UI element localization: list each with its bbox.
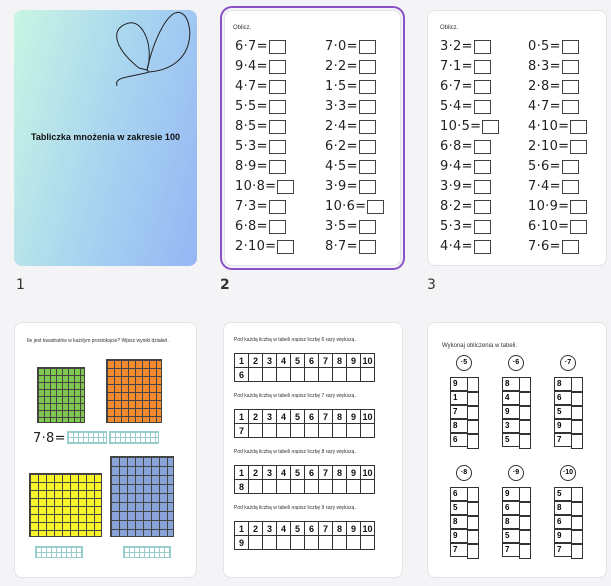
answer-box[interactable]	[474, 80, 491, 94]
operator-circle: ·8	[456, 465, 472, 481]
table-header-cell: 8	[333, 466, 347, 480]
equation: 10·8=	[235, 179, 294, 194]
table-answer-cell[interactable]	[263, 368, 277, 382]
answer-box[interactable]	[570, 220, 587, 234]
page-thumbnail-6[interactable]	[427, 322, 607, 578]
table-answer-cell[interactable]	[319, 424, 333, 438]
calc-cell: 5	[554, 405, 572, 419]
table-header-cell: 5	[291, 410, 305, 424]
table-answer-cell[interactable]	[249, 368, 263, 382]
equation: 5·5=	[235, 99, 286, 114]
equation: 2·2=	[325, 59, 376, 74]
table-header-cell: 6	[305, 522, 319, 536]
answer-box[interactable]	[474, 220, 491, 234]
table-answer-cell[interactable]	[277, 368, 291, 382]
equation: 3·9=	[325, 179, 376, 194]
table-instruction: Pod każdą liczbą w tabeli napisz liczbę 8 razy większą.	[234, 449, 356, 455]
table-answer-cell[interactable]	[319, 368, 333, 382]
answer-box[interactable]	[367, 200, 384, 214]
table-answer-cell[interactable]	[249, 536, 263, 550]
equation: 4·7=	[235, 79, 286, 94]
table-header-cell: 1	[235, 354, 249, 368]
answer-box[interactable]	[570, 200, 587, 214]
table-header-cell: 9	[347, 522, 361, 536]
table-answer-cell: 8	[235, 480, 249, 494]
answer-box[interactable]	[562, 40, 579, 54]
table-answer-cell[interactable]	[305, 424, 319, 438]
table-header-cell: 3	[263, 522, 277, 536]
equation: 10·6=	[325, 199, 384, 214]
equation: 5·3=	[235, 139, 286, 154]
answer-box[interactable]	[359, 100, 376, 114]
answer-box[interactable]	[269, 140, 286, 154]
table-answer-cell: 7	[235, 424, 249, 438]
table-answer-cell[interactable]	[277, 480, 291, 494]
equation: 5·4=	[440, 99, 491, 114]
calc-cell: 8	[450, 515, 468, 529]
table-header-cell: 4	[277, 466, 291, 480]
answer-box[interactable]	[269, 220, 286, 234]
calc-column	[450, 465, 472, 557]
equation: 6·10=	[528, 219, 587, 234]
table-answer-cell[interactable]	[333, 536, 347, 550]
table-answer-cell: 6	[235, 368, 249, 382]
page-thumbnail-5[interactable]	[223, 322, 403, 578]
table-answer-cell[interactable]	[361, 424, 375, 438]
calc-cell: 9	[554, 529, 572, 543]
equation: 0·5=	[528, 39, 579, 54]
table-header-cell: 4	[277, 354, 291, 368]
table-header-cell: 8	[333, 522, 347, 536]
table-header-cell: 4	[277, 410, 291, 424]
table-header-cell: 8	[333, 410, 347, 424]
answer-box[interactable]	[269, 200, 286, 214]
page-number-1: 1	[16, 277, 25, 293]
answer-box[interactable]	[359, 240, 376, 254]
table-answer-cell[interactable]	[263, 424, 277, 438]
table-answer-cell[interactable]	[361, 480, 375, 494]
table-answer-cell[interactable]	[277, 424, 291, 438]
calc-cell: 5	[502, 433, 520, 447]
table-instruction: Pod każdą liczbą w tabeli napisz liczbę 7 razy większą.	[234, 393, 356, 399]
equation: 3·5=	[325, 219, 376, 234]
table-answer-cell[interactable]	[319, 536, 333, 550]
equation: 2·4=	[325, 119, 376, 134]
table-answer-cell[interactable]	[291, 480, 305, 494]
answer-box[interactable]	[359, 140, 376, 154]
answer-box[interactable]	[562, 60, 579, 74]
equation: 8·3=	[528, 59, 579, 74]
equation: 3·9=	[440, 179, 491, 194]
answer-box[interactable]	[269, 120, 286, 134]
equation: 6·8=	[440, 139, 491, 154]
calc-cell: 9	[450, 529, 468, 543]
calc-cell: 8	[502, 515, 520, 529]
calc-cell: 8	[450, 419, 468, 433]
answer-box[interactable]	[474, 240, 491, 254]
answer-box[interactable]	[269, 80, 286, 94]
table-answer-cell[interactable]	[263, 536, 277, 550]
equation: 4·7=	[528, 99, 579, 114]
calc-cell: 7	[502, 543, 520, 557]
table-header-cell: 10	[362, 355, 373, 366]
calc-cell: 8	[554, 377, 572, 391]
answer-box[interactable]	[562, 100, 579, 114]
calc-cell: 6	[554, 515, 572, 529]
page-thumbnail-2[interactable]	[224, 10, 401, 266]
calc-cell: 5	[554, 487, 572, 501]
equation: 4·4=	[440, 239, 491, 254]
calc-cell: 6	[502, 501, 520, 515]
equation: 8·2=	[440, 199, 491, 214]
answer-grid	[123, 546, 171, 558]
blue-rectangle	[110, 456, 174, 537]
answer-box[interactable]	[570, 120, 587, 134]
answer-box[interactable]	[269, 160, 286, 174]
table-header-cell: 7	[319, 522, 333, 536]
calc-column	[450, 355, 472, 447]
table-header-cell: 9	[347, 466, 361, 480]
answer-box[interactable]	[474, 160, 491, 174]
calc-column	[502, 465, 524, 557]
operator-circle: ·5	[456, 355, 472, 371]
table-header-cell: 8	[333, 354, 347, 368]
calc-cell: 7	[554, 433, 572, 447]
exercise-heading: Oblicz.	[233, 25, 252, 31]
answer-box[interactable]	[482, 120, 499, 134]
calc-cell: 8	[554, 501, 572, 515]
equation: 6·7=	[235, 39, 286, 54]
calc-column	[554, 465, 576, 557]
equation: 9·4=	[235, 59, 286, 74]
table-answer-cell[interactable]	[291, 424, 305, 438]
answer-box[interactable]	[269, 100, 286, 114]
table-header-cell: 10	[362, 467, 373, 478]
equation: 7·4=	[528, 179, 579, 194]
butterfly-icon	[109, 10, 197, 98]
table-answer-cell[interactable]	[347, 368, 361, 382]
multiplication-table	[234, 521, 375, 550]
equation: 7·1=	[440, 59, 491, 74]
table-header-cell: 7	[319, 354, 333, 368]
multiplication-table	[234, 353, 375, 382]
answer-box[interactable]	[562, 240, 579, 254]
table-header-cell: 10	[362, 523, 373, 534]
table-header-cell: 6	[305, 466, 319, 480]
calc-cell: 5	[502, 529, 520, 543]
table-header-cell: 2	[249, 410, 263, 424]
equation: 10·9=	[528, 199, 587, 214]
table-header-cell: 3	[263, 410, 277, 424]
answer-box[interactable]	[562, 180, 579, 194]
cover-title: Tabliczka mnożenia w zakresie 100	[31, 132, 180, 142]
table-answer-cell[interactable]	[333, 424, 347, 438]
page-thumbnail-1[interactable]	[14, 10, 197, 266]
calc-cell: 9	[502, 405, 520, 419]
calc-cell: 3	[502, 419, 520, 433]
calc-cell: 8	[502, 377, 520, 391]
table-header-cell: 3	[263, 466, 277, 480]
orange-rectangle	[106, 359, 162, 423]
answer-box[interactable]	[359, 60, 376, 74]
page-number-3: 3	[427, 277, 436, 293]
equation: 6·7=	[440, 79, 491, 94]
equation: 10·5=	[440, 119, 499, 134]
equation: 3·2=	[440, 39, 491, 54]
operator-circle: ·6	[508, 355, 524, 371]
calc-cell: 9	[502, 487, 520, 501]
equation: 6·8=	[235, 219, 286, 234]
table-header-cell: 1	[235, 522, 249, 536]
answer-box[interactable]	[474, 180, 491, 194]
equation: 3·3=	[325, 99, 376, 114]
equation: 7·3=	[235, 199, 286, 214]
table-answer-cell[interactable]	[249, 480, 263, 494]
table-header-cell: 7	[319, 410, 333, 424]
exercise-instruction: Ile jest kwadratów w każdym prostokącie? Wpisz wyniki działań.	[27, 338, 169, 344]
answer-box[interactable]	[570, 140, 587, 154]
table-header-cell: 2	[249, 354, 263, 368]
answer-box[interactable]	[474, 100, 491, 114]
calc-cell: 9	[450, 377, 468, 391]
table-answer-cell[interactable]	[291, 536, 305, 550]
table-header-cell: 5	[291, 354, 305, 368]
table-header-cell: 1	[235, 466, 249, 480]
table-answer-cell[interactable]	[277, 536, 291, 550]
table-header-cell: 6	[305, 354, 319, 368]
yellow-rectangle	[29, 473, 102, 537]
equation: 7·6=	[528, 239, 579, 254]
calc-cell: 6	[554, 391, 572, 405]
table-answer-cell[interactable]	[305, 536, 319, 550]
operator-circle: ·9	[508, 465, 524, 481]
page-thumbnail-4[interactable]	[14, 322, 197, 578]
table-answer-cell[interactable]	[305, 480, 319, 494]
answer-box[interactable]	[359, 120, 376, 134]
table-header-cell: 1	[235, 410, 249, 424]
table-answer-cell[interactable]	[263, 480, 277, 494]
equation: 4·10=	[528, 119, 587, 134]
table-header-cell: 7	[319, 466, 333, 480]
calc-cell: 7	[554, 543, 572, 557]
table-header-cell: 2	[249, 522, 263, 536]
calc-cell: 7	[450, 543, 468, 557]
table-instruction: Pod każdą liczbą w tabeli napisz liczbę 6 razy większą.	[234, 337, 356, 343]
table-answer-cell[interactable]	[347, 536, 361, 550]
calc-column	[502, 355, 524, 447]
equation: 6·2=	[325, 139, 376, 154]
table-answer-cell[interactable]	[319, 480, 333, 494]
answer-box[interactable]	[474, 140, 491, 154]
equation: 1·5=	[325, 79, 376, 94]
table-answer-cell[interactable]	[361, 536, 375, 550]
table-answer-cell[interactable]	[333, 368, 347, 382]
table-instruction: Pod każdą liczbą w tabeli napisz liczbę 9 razy większą.	[234, 505, 356, 511]
answer-box[interactable]	[474, 200, 491, 214]
calc-cell: 7	[450, 405, 468, 419]
table-header-cell: 2	[249, 466, 263, 480]
answer-box[interactable]	[359, 220, 376, 234]
equation: 5·3=	[440, 219, 491, 234]
calc-column	[554, 355, 576, 447]
equation: 4·5=	[325, 159, 376, 174]
answer-grid	[35, 546, 83, 558]
exercise-heading: Wykonaj obliczenia w tabeli.	[442, 343, 517, 349]
page-number-2: 2	[220, 277, 230, 293]
equation: 7·0=	[325, 39, 376, 54]
table-answer-cell[interactable]	[347, 480, 361, 494]
operator-circle: ·10	[560, 465, 576, 481]
equation: 2·10=	[528, 139, 587, 154]
table-answer-cell[interactable]	[347, 424, 361, 438]
green-rectangle	[37, 367, 85, 423]
answer-box[interactable]	[474, 60, 491, 74]
equation: 9·4=	[440, 159, 491, 174]
calc-cell: 9	[554, 419, 572, 433]
table-answer-cell[interactable]	[333, 480, 347, 494]
equation: 7·8=	[33, 431, 66, 446]
table-header-cell: 9	[347, 354, 361, 368]
calc-cell: 6	[450, 487, 468, 501]
answer-box[interactable]	[277, 240, 294, 254]
table-header-cell: 10	[362, 411, 373, 422]
table-header-cell: 5	[291, 466, 305, 480]
table-answer-cell[interactable]	[249, 424, 263, 438]
table-header-cell: 9	[347, 410, 361, 424]
table-header-cell: 6	[305, 410, 319, 424]
table-answer-cell: 9	[235, 536, 249, 550]
multiplication-table	[234, 465, 375, 494]
equation: 5·6=	[528, 159, 579, 174]
equation: 8·7=	[325, 239, 376, 254]
answer-box[interactable]	[269, 60, 286, 74]
answer-box[interactable]	[562, 80, 579, 94]
equation: 2·8=	[528, 79, 579, 94]
answer-box[interactable]	[562, 160, 579, 174]
answer-grid	[67, 431, 107, 444]
table-answer-cell[interactable]	[361, 368, 375, 382]
answer-grid	[109, 431, 159, 444]
equation: 8·5=	[235, 119, 286, 134]
table-header-cell: 3	[263, 354, 277, 368]
operator-circle: ·7	[560, 355, 576, 371]
answer-box[interactable]	[277, 180, 294, 194]
answer-box[interactable]	[359, 40, 376, 54]
equation: 8·9=	[235, 159, 286, 174]
exercise-heading: Oblicz.	[440, 25, 459, 31]
calc-cell: 5	[450, 501, 468, 515]
table-header-cell: 5	[291, 522, 305, 536]
table-answer-cell[interactable]	[291, 368, 305, 382]
answer-box[interactable]	[269, 40, 286, 54]
calc-cell: 4	[502, 391, 520, 405]
answer-box[interactable]	[359, 180, 376, 194]
answer-box[interactable]	[359, 80, 376, 94]
table-header-cell: 4	[277, 522, 291, 536]
equation: 2·10=	[235, 239, 294, 254]
table-answer-cell[interactable]	[305, 368, 319, 382]
page-thumbnail-3[interactable]	[427, 10, 607, 266]
answer-box[interactable]	[359, 160, 376, 174]
calc-cell: 1	[450, 391, 468, 405]
answer-box[interactable]	[474, 40, 491, 54]
multiplication-table	[234, 409, 375, 438]
calc-cell: 6	[450, 433, 468, 447]
